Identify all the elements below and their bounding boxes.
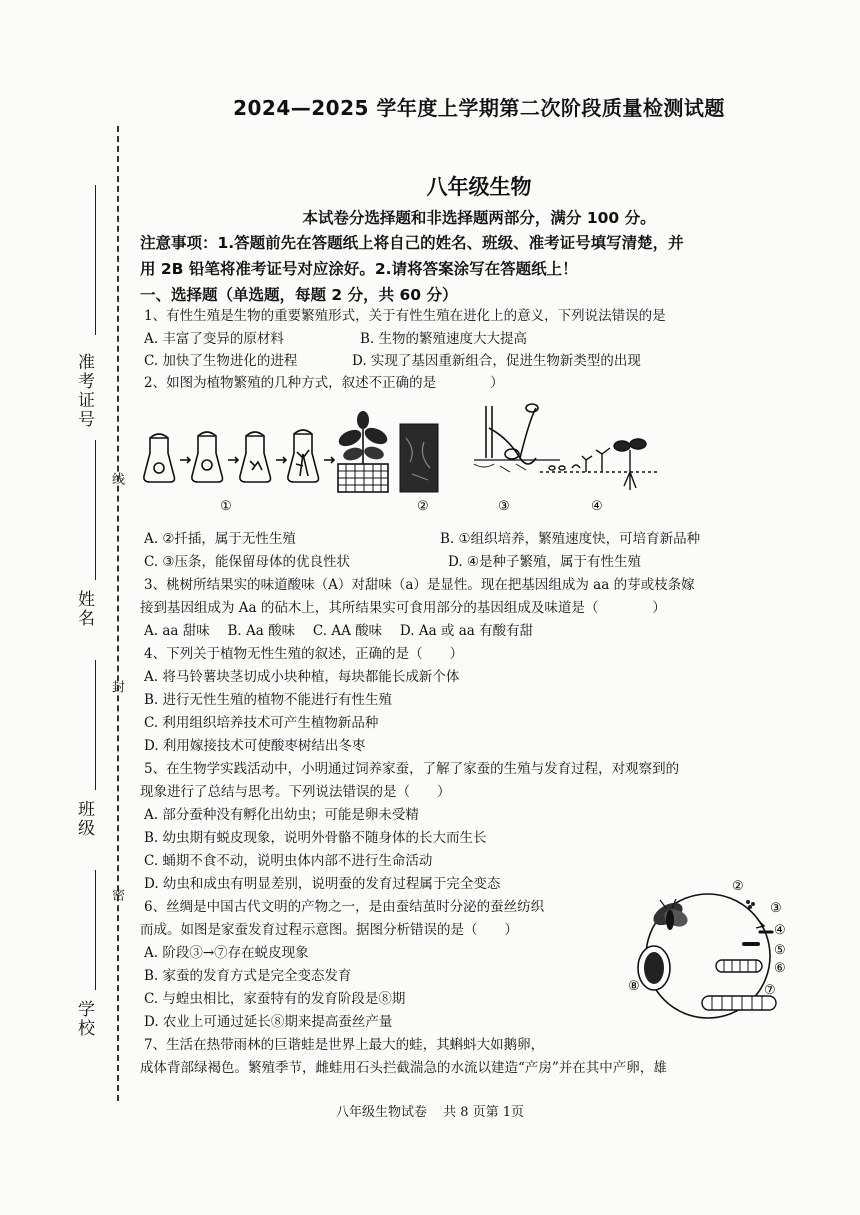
- page-footer: [0, 1101, 860, 1120]
- school-label: 学校: [74, 1000, 94, 1038]
- cutting-in-soil: [400, 424, 438, 492]
- footer-page-count: 共 8 页第 1页: [443, 1105, 525, 1120]
- exam-title: 2024—2025 学年度上学期第二次阶段质量检测试题: [233, 96, 725, 120]
- q7-stem-line-1: 7、生活在热带雨林的巨谐蛙是世界上最大的蛙，其蝌蚪大如鹅卵，: [144, 1037, 545, 1053]
- q3-stem-line-1: 3、桃树所结果实的味道酸味（A）对甜味（a）是显性。现在把基因组成为 aa 的芽或枝条嫁: [144, 577, 695, 593]
- layering-branch: [474, 404, 560, 472]
- q1-stem: 1、有性生殖是生物的重要繁殖形式，关于有性生殖在进化上的意义，下列说法错误的是: [144, 308, 666, 324]
- germinating-seeds: [540, 439, 660, 490]
- q4-option-c: C. 利用组织培养技术可产生植物新品种: [144, 715, 379, 731]
- q1-option-b: B. 生物的繁殖速度大大提高: [360, 331, 528, 347]
- exam-id-label: 准考证号: [74, 353, 94, 429]
- fig6-label-3: ③: [770, 901, 782, 916]
- binding-dashed-line: [117, 126, 119, 1101]
- larva-large: [716, 960, 762, 972]
- class-blank: [95, 660, 96, 790]
- q1-option-a: A. 丰富了变异的原材料: [144, 331, 284, 347]
- q1-option-c: C. 加快了生物进化的进程: [144, 353, 298, 369]
- q5-option-a: A. 部分蚕种没有孵化出幼虫；可能是卵未受精: [144, 807, 419, 823]
- potted-seedling: [336, 411, 390, 492]
- q7-stem-line-2: 成体背部绿褐色。繁殖季节，雌蛙用石头拦截湍急的水流以建造“产房”并在其中产卵，雄: [140, 1060, 667, 1076]
- fig2-label-3: ③: [498, 499, 510, 514]
- notice-block: [140, 230, 830, 282]
- name-blank: [95, 440, 96, 580]
- q6-stem-line-1: 6、丝绸是中国古代文明的产物之一，是由蚕结茧时分泌的蚕丝纺织: [144, 899, 545, 915]
- silk-moth: [650, 898, 690, 930]
- class-label: 班级: [74, 800, 94, 838]
- q5-stem-line-1: 5、在生物学实践活动中，小明通过饲养家蚕，了解了家蚕的生殖与发育过程，对观察到的: [144, 761, 680, 777]
- seal-mark-line: 线: [109, 472, 124, 485]
- fig2-label-1: ①: [220, 499, 232, 514]
- q1-option-d: D. 实现了基因重新组合，促进生物新类型的出现: [352, 353, 641, 369]
- plant-propagation-figure: [140, 398, 680, 526]
- q3-options: A. aa 甜味 B. Aa 酸味 C. AA 酸味 D. Aa 或 aa 有酸有甜: [144, 623, 534, 639]
- fig6-label-6: ⑥: [774, 961, 786, 976]
- q2-option-b: B. ①组织培养，繁殖速度快，可培育新品种: [440, 531, 701, 547]
- fig6-label-4: ④: [774, 923, 786, 938]
- q4-stem: 4、下列关于植物无性生殖的叙述，正确的是（ ）: [144, 646, 464, 662]
- q2-stem: 2、如图为植物繁殖的几种方式，叙述不正确的是 ）: [144, 375, 504, 391]
- cocoon: [638, 946, 670, 990]
- q6-option-a: A. 阶段③→⑦存在蜕皮现象: [144, 945, 309, 961]
- q2-option-c: C. ③压条，能保留母体的优良性状: [144, 554, 351, 570]
- subject-title: 八年级生物: [426, 175, 532, 199]
- q6-option-d: D. 农业上可通过延长⑧期来提高蚕丝产量: [144, 1014, 393, 1030]
- fig2-label-2: ②: [417, 499, 429, 514]
- q6-option-c: C. 与蝗虫相比，家蚕特有的发育阶段是⑧期: [144, 991, 406, 1007]
- exam-intro: 本试卷分选择题和非选择题两部分，满分 100 分。: [302, 209, 656, 227]
- silkworm-lifecycle-figure: [620, 872, 795, 1032]
- q4-option-d: D. 利用嫁接技术可使酸枣树结出冬枣: [144, 738, 366, 754]
- school-blank: [95, 870, 96, 990]
- notice-line-1: 注意事项：1.答题前先在答题纸上将自己的姓名、班级、准考证号填写清楚，并: [140, 234, 684, 252]
- seal-mark-seal: 封: [109, 680, 124, 693]
- q4-option-b: B. 进行无性生殖的植物不能进行有性生殖: [144, 692, 393, 708]
- q5-stem-line-2: 现象进行了总结与思考。下列说法错误的是（ ）: [140, 784, 451, 800]
- footer-title: 八年级生物试卷: [335, 1105, 427, 1120]
- section-heading-choice: 一、选择题（单选题，每题 2 分，共 60 分）: [140, 286, 458, 304]
- larva-mature: [702, 996, 776, 1010]
- q4-option-a: A. 将马铃薯块茎切成小块种植，每块都能长成新个体: [144, 669, 460, 685]
- fig2-label-4: ④: [591, 499, 603, 514]
- fig6-label-7: ⑦: [764, 983, 776, 998]
- fig6-label-5: ⑤: [774, 943, 786, 958]
- q6-option-b: B. 家蚕的发育方式是完全变态发育: [144, 968, 352, 984]
- notice-line-2: 用 2B 铅笔将准考证号对应涂好。2.请将答案涂写在答题纸上！: [140, 260, 578, 278]
- q2-option-a: A. ②扦插，属于无性生殖: [144, 531, 296, 547]
- q6-stem-line-2: 而成。如图是家蚕发育过程示意图。据图分析错误的是（ ）: [140, 922, 518, 938]
- name-label: 姓名: [74, 590, 94, 628]
- q5-option-d: D. 幼虫和成虫有明显差别，说明蚕的发育过程属于完全变态: [144, 876, 501, 892]
- fig6-label-8: ⑧: [628, 979, 640, 994]
- fig6-label-2: ②: [732, 879, 744, 894]
- q2-option-d: D. ④是种子繁殖，属于有性生殖: [448, 554, 642, 570]
- q5-option-b: B. 幼虫期有蜕皮现象，说明外骨骼不随身体的长大而生长: [144, 830, 487, 846]
- q3-stem-line-2: 接到基因组成为 Aa 的砧木上，其所结果实可食用部分的基因组成及味道是（ ）: [140, 600, 666, 616]
- tissue-culture-flasks: [144, 430, 334, 482]
- seal-mark-secret: 密: [109, 888, 124, 901]
- exam-id-blank: [95, 185, 96, 335]
- q5-option-c: C. 蛹期不食不动，说明虫体内部不进行生命活动: [144, 853, 433, 869]
